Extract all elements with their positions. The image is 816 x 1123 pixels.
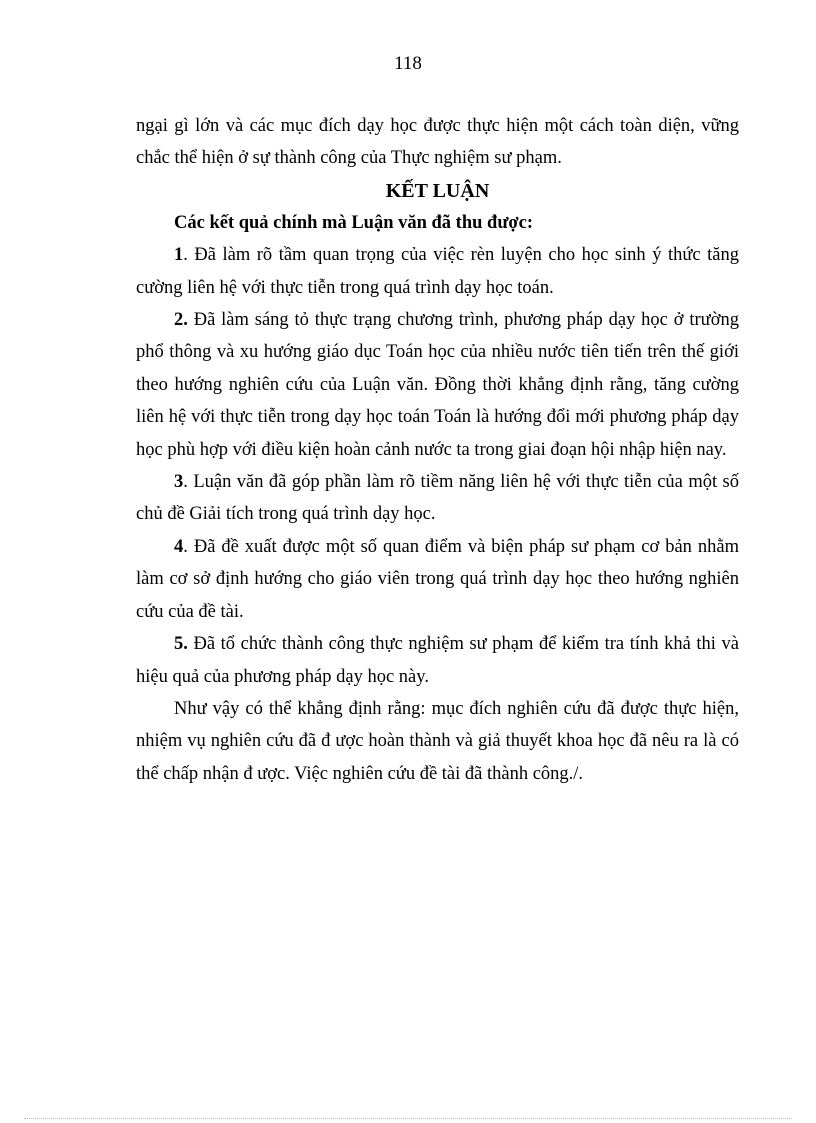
item-text: Đã tổ chức thành công thực nghiệm sư phạm để kiểm tra tính khả thi và hiệu quả của phương pháp dạy học này. <box>136 634 739 687</box>
page-number: 118 <box>394 53 422 74</box>
conclusion-title: KẾT LUẬN <box>385 179 490 202</box>
item-text: . Đã làm rõ tầm quan trọng của việc rèn luyện cho học sinh ý thức tăng cường liên hệ với thực tiễn trong quá trình dạy học toán. <box>136 245 739 298</box>
conclusion-item-1 <box>136 239 739 304</box>
item-text: Đã làm sáng tỏ thực trạng chương trình, phương pháp dạy học ở trường phổ thông và xu hướng giáo dục Toán học của nhiều nước tiên tiến trên thế giới theo hướng nghiên cứu của Luận văn. Đồng thời khẳng định rằng, tăng cường liên hệ với thực tiễn trong dạy học toán Toán là hướng đổi mới phương pháp dạy học phù hợp với điều kiện hoàn cảnh nước ta trong giai đoạn hội nhập hiện nay. <box>136 310 739 460</box>
item-number: 3 <box>174 472 184 493</box>
item-number: 2. <box>174 310 188 331</box>
conclusion-item-4 <box>136 531 739 628</box>
conclusion-item-2 <box>136 304 739 466</box>
page-bottom-rule <box>24 1118 792 1119</box>
conclusion-subtitle: Các kết quả chính mà Luận văn đã thu được: <box>174 212 534 233</box>
item-number: 1 <box>174 245 184 266</box>
item-number: 5. <box>174 634 188 655</box>
conclusion-item-5 <box>136 628 739 693</box>
item-text: . Đã đề xuất được một số quan điểm và biện pháp sư phạm cơ bản nhằm làm cơ sở định hướng cho giáo viên trong quá trình dạy học theo hướng nghiên cứu của đề tài. <box>136 536 739 622</box>
intro-paragraph: ngại gì lớn và các mục đích dạy học được thực hiện một cách toàn diện, vững chắc thể hiện ở sự thành công của Thực nghiệm sư phạm. <box>136 116 739 169</box>
conclusion-item-3 <box>136 466 739 531</box>
closing-paragraph: Như vậy có thể khẳng định rằng: mục đích nghiên cứu đã được thực hiện, nhiệm vụ nghiên cứu đã đ ược hoàn thành và giả thuyết khoa học đã nêu ra là có thể chấp nhận đ ược. Việc nghiên cứu đề tài đã thành công./. <box>136 698 739 784</box>
page-content <box>136 110 739 790</box>
item-text: . Luận văn đã góp phần làm rõ tiềm năng liên hệ với thực tiễn của một số chủ đề Giải tích trong quá trình dạy học. <box>136 472 739 525</box>
item-number: 4 <box>174 536 184 557</box>
